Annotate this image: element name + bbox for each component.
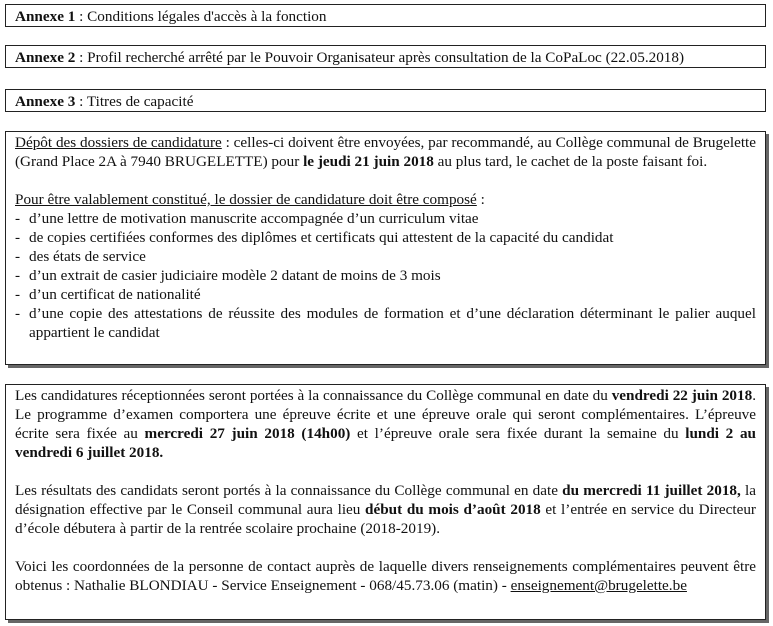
list-item-text: d’une lettre de motivation manuscrite accompagnée d’un curriculum vitae xyxy=(29,210,479,227)
list-item-text: de copies certifiées conformes des diplômes et certificats qui attestent de la capacité du candidat xyxy=(29,229,614,246)
results-text: la désignation effective par le Conseil communal aura lieu xyxy=(15,482,756,518)
annex-1-label: Annexe 1 xyxy=(15,8,76,25)
annex-3-separator: : xyxy=(75,93,87,110)
contact-paragraph xyxy=(15,557,756,595)
schedule-paragraph xyxy=(15,386,756,462)
list-item: - des états de service xyxy=(15,248,146,265)
schedule-text: Les candidatures réceptionnées seront portées à la connaissance du Collège communal en date du xyxy=(15,387,612,404)
results-paragraph xyxy=(15,481,756,538)
annex-3-label: Annexe 3 xyxy=(15,93,76,110)
list-item-text: des états de service xyxy=(29,248,146,265)
contact-text: Voici les coordonnées de la personne de contact auprès de laquelle divers renseignements complémentaires peuvent être obtenus : Nathalie BLONDIAU - Service Enseignement - 068/45.73.06 (matin) - xyxy=(15,558,756,594)
contact-email-link[interactable]: enseignement@brugelette.be xyxy=(510,577,687,594)
annex-2-separator: : xyxy=(75,49,88,66)
annex-3-text: Titres de capacité xyxy=(86,93,194,110)
submission-heading: Dépôt des dossiers de candidature xyxy=(15,134,222,151)
submission-text-after: au plus tard, le cachet de la poste faisant foi. xyxy=(433,153,708,170)
submission-box xyxy=(5,131,766,365)
list-item: - d’un certificat de nationalité xyxy=(15,286,201,303)
annex-2-label: Annexe 2 xyxy=(15,49,76,66)
composition-intro xyxy=(15,190,756,209)
annex-3-box xyxy=(5,89,766,112)
oral-exam-dates: lundi 2 au vendredi 6 juillet 2018. xyxy=(15,425,756,461)
list-item-text: d’une copie des attestations de réussite des modules de formation et d’une déclaration déterminant le palier auquel appartient le candidat xyxy=(29,305,756,341)
schedule-text: et l’épreuve orale sera fixée durant la semaine du xyxy=(350,425,686,442)
list-item: - de copies certifiées conformes des diplômes et certificats qui attestent de la capacité du candidat xyxy=(15,229,614,246)
results-text: Les résultats des candidats seront portés à la connaissance du Collège communal en date xyxy=(15,482,563,499)
designation-date: début du mois d’août 2018 xyxy=(365,501,541,518)
written-exam-date: mercredi 27 juin 2018 (14h00) xyxy=(144,425,351,442)
list-item-text: d’un certificat de nationalité xyxy=(29,286,201,303)
spacer xyxy=(15,538,756,557)
annex-1-box xyxy=(5,4,766,27)
list-item: - d’une lettre de motivation manuscrite accompagnée d’un curriculum vitae xyxy=(15,210,479,227)
information-box xyxy=(5,384,766,620)
schedule-text: . Le programme d’examen comportera une épreuve écrite et une épreuve orale qui seront complémentaires. L’épreuve écrite sera fixée au xyxy=(15,387,756,442)
annex-1-separator: : xyxy=(75,8,88,25)
list-item: - d’un extrait de casier judiciaire modèle 2 datant de moins de 3 mois xyxy=(15,267,441,284)
annex-2-text: Profil recherché arrêté par le Pouvoir Organisateur après consultation de la CoPaLoc (22.05.2018) xyxy=(87,49,685,66)
composition-colon: : xyxy=(476,191,485,208)
list-item-text: d’un extrait de casier judiciaire modèle 2 datant de moins de 3 mois xyxy=(29,267,441,284)
annex-1-text: Conditions légales d'accès à la fonction xyxy=(87,8,327,25)
results-text: et l’entrée en service du Directeur d’école débutera à partir de la rentrée scolaire prochaine (2018-2019). xyxy=(15,501,756,537)
composition-heading: Pour être valablement constitué, le dossier de candidature doit être composé xyxy=(15,191,477,208)
submission-text-before: : celles-ci doivent être envoyées, par recommandé, au Collège communal de Brugelette (Grand Place 2A à 7940 BRUGELETTE) pour xyxy=(15,134,757,170)
spacer xyxy=(15,171,756,190)
required-documents-list xyxy=(15,209,756,342)
submission-deadline: le jeudi 21 juin 2018 xyxy=(303,153,434,170)
results-date: du mercredi 11 juillet 2018, xyxy=(562,482,741,499)
list-item: - d’une copie des attestations de réussite des modules de formation et d’une déclaration déterminant le palier auquel appartient le candidat xyxy=(15,305,756,341)
spacer xyxy=(15,462,756,481)
submission-paragraph xyxy=(15,133,756,171)
annex-2-box xyxy=(5,45,766,68)
receipt-date: vendredi 22 juin 2018 xyxy=(611,387,753,404)
